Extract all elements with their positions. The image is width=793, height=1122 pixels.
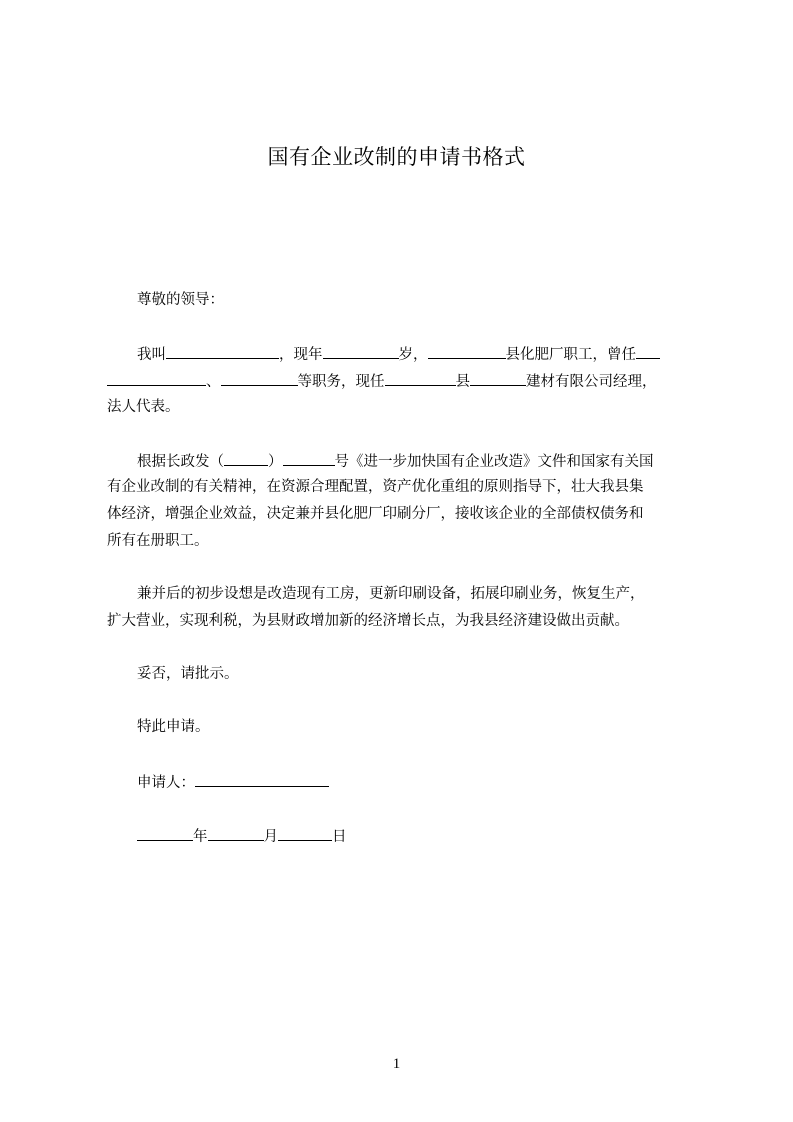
day-label: 日	[332, 829, 347, 845]
paragraph-1-line-2	[107, 370, 657, 392]
p1-text-sui: 岁，	[398, 347, 428, 363]
p1-text-xiannian: ，现年	[279, 347, 323, 363]
former-position-blank-start	[636, 343, 660, 359]
month-label: 月	[263, 829, 278, 845]
paragraph-1-line-3: 法人代表。	[107, 399, 180, 415]
applicant-signature-blank	[195, 771, 329, 787]
p1-text-zhiwu: 等职务，现任	[297, 374, 385, 390]
p2-text-paren: ）	[268, 454, 283, 470]
month-blank	[208, 825, 264, 841]
doc-year-blank	[224, 450, 268, 466]
p1-text-wojiao: 我叫	[137, 347, 166, 363]
p1-text-dun: 、	[206, 374, 221, 390]
former-position-blank-1	[107, 370, 206, 386]
applicant-label: 申请人：	[137, 775, 195, 791]
doc-number-blank	[283, 450, 335, 466]
salutation: 尊敬的领导：	[137, 292, 224, 308]
year-blank	[137, 825, 193, 841]
age-blank	[323, 343, 399, 359]
company-name-blank	[470, 370, 526, 386]
closing-statement: 特此申请。	[137, 719, 210, 735]
day-blank	[278, 825, 332, 841]
page-number: 1	[392, 1056, 401, 1072]
document-title: 国有企业改制的申请书格式	[267, 145, 526, 169]
p2-text-genju: 根据长政发（	[137, 454, 224, 470]
paragraph-3-line-1: 兼并后的初步设想是改造现有工房，更新印刷设备，拓展印刷业务，恢复生产，	[137, 586, 645, 602]
current-county-blank	[385, 370, 456, 386]
date-line	[137, 825, 347, 847]
name-blank	[166, 343, 279, 359]
former-position-blank-2	[221, 370, 298, 386]
paragraph-3-line-2: 扩大营业，实现利税，为县财政增加新的经济增长点，为我县经济建设做出贡献。	[107, 613, 629, 629]
paragraph-2-line-1	[137, 450, 654, 472]
year-label: 年	[193, 829, 208, 845]
p2-text-hao: 号《进一步加快国有企业改造》文件和国家有关国	[334, 454, 654, 470]
request-instruction: 妥否，请批示。	[137, 666, 239, 682]
p1-text-jingli: 建材有限公司经理，	[526, 374, 657, 390]
p1-text-xian: 县	[455, 374, 470, 390]
paragraph-2-line-3: 体经济，增强企业效益，决定兼并县化肥厂印刷分厂，接收该企业的全部债权债务和	[107, 506, 644, 522]
p1-text-zhigong: 县化肥厂职工，曾任	[505, 347, 636, 363]
paragraph-2-line-2: 有企业改制的有关精神，在资源合理配置，资产优化重组的原则指导下，壮大我县集	[107, 479, 644, 495]
paragraph-2-line-4: 所有在册职工。	[107, 533, 209, 549]
department-blank	[428, 343, 506, 359]
paragraph-1-line-1	[137, 343, 660, 365]
applicant-line	[137, 771, 329, 793]
